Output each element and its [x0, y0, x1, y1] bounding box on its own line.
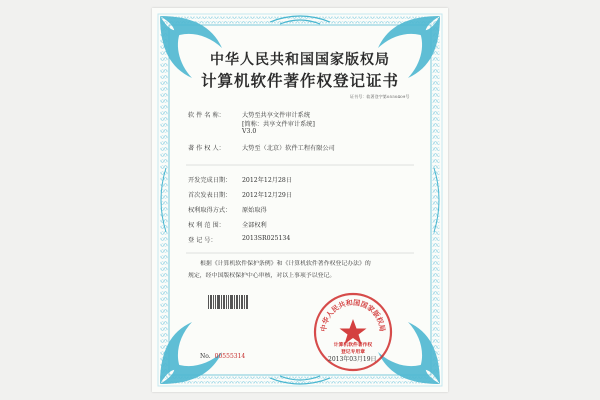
- notice-line-2: 规定，经中国版权保护中心审核，对以上事项予以登记。: [188, 273, 336, 279]
- registration-number-label: 登 记 号：: [188, 237, 217, 244]
- issuing-authority-title: 中华人民共和国国家版权局: [210, 52, 390, 68]
- barcode-graphic: [208, 295, 248, 309]
- rights-scope-label: 权 利 范 围：: [188, 222, 225, 229]
- software-version: V3.0: [242, 128, 257, 135]
- software-short-name: [简称：共享文件审计系统]: [242, 121, 315, 128]
- certificate-title: 计算机软件著作权登记证书: [200, 71, 399, 90]
- rights-scope-value: 全部权利: [242, 222, 267, 229]
- serial-value: 00555314: [214, 353, 246, 360]
- completion-date-label: 开发完成日期：: [188, 177, 232, 184]
- software-name-label: 软 件 名 称：: [188, 112, 225, 119]
- software-name-value: 大势至共享文件审计系统: [242, 112, 311, 119]
- issue-date: 2013年03月19日: [328, 356, 377, 363]
- acquisition-method-value: 原始取得: [242, 207, 267, 214]
- serial-number: [200, 353, 245, 360]
- copyright-owner-value: 大势至（北京）软件工程有限公司: [242, 145, 335, 152]
- certificate-number: 证书号：软著登字第0550409号: [350, 94, 410, 99]
- certificate-sheet: [152, 8, 448, 392]
- acquisition-method-label: 权利取得方式：: [188, 207, 232, 214]
- first-publication-value: 2012年12月29日: [242, 192, 293, 199]
- seal-inner-line-2: 登记专用章: [341, 349, 365, 355]
- registration-number-value: 2013SR025134: [242, 235, 291, 242]
- completion-date-value: 2012年12月28日: [242, 177, 293, 184]
- seal-inner-line-1: 计算机软件著作权: [333, 342, 373, 348]
- serial-label: No.: [200, 353, 211, 360]
- first-publication-label: 首次发表日期：: [188, 192, 232, 199]
- notice-line-1: 根据《计算机软件保护条例》和《计算机软件著作权登记办法》的: [200, 261, 371, 267]
- copyright-owner-label: 著 作 权 人：: [188, 145, 225, 152]
- seal-ring-text: 中华人民共和国国家版权局: [319, 298, 387, 333]
